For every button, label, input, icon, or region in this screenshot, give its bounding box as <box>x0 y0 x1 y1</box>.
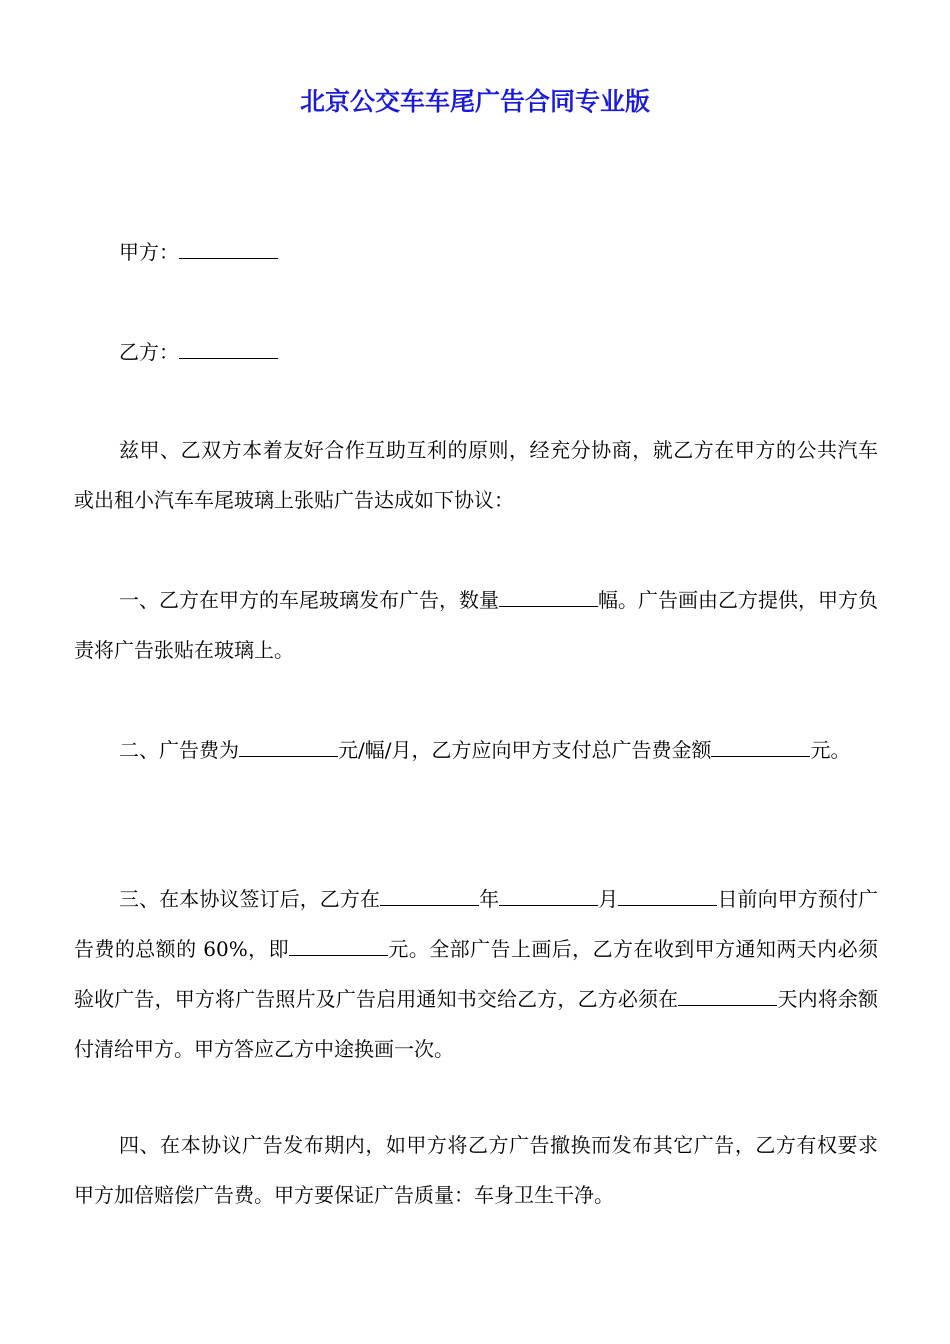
clause-1-quantity-blank <box>499 586 598 607</box>
party-a-label: 甲方： <box>119 240 179 264</box>
party-b-label: 乙方： <box>119 340 179 364</box>
party-b-line <box>74 327 878 377</box>
clause-2-total-blank <box>711 736 810 757</box>
party-b-blank <box>179 338 278 359</box>
clause-2-text-b: 元/幅/月，乙方应向甲方支付总广告费金额 <box>338 738 712 762</box>
clause-2-text-a: 二、广告费为 <box>119 738 239 762</box>
clause-1 <box>74 575 878 675</box>
clause-2-text-c: 元。 <box>810 738 851 762</box>
clause-3-month-blank <box>499 885 598 906</box>
clause-3-text-c: 月 <box>598 887 619 911</box>
clause-1-text-b: 幅。广告画由乙方提供，甲方负责将广告张贴在玻璃上。 <box>74 588 878 662</box>
clause-3-text-b: 年 <box>479 887 500 911</box>
party-a-line <box>74 227 878 277</box>
clause-3-text-e: 元。全部广告上画后，乙方在收到甲方通知两天内必须验收广告，甲方将广告照片及广告启用通知书交给乙方，乙方必须在 <box>74 937 878 1011</box>
party-a-blank <box>179 238 278 259</box>
clause-3-prepay-blank <box>289 935 388 956</box>
clause-1-text-a: 一、乙方在甲方的车尾玻璃发布广告，数量 <box>119 588 499 612</box>
clause-3-day-blank <box>618 885 717 906</box>
clause-4: 四、在本协议广告发布期内，如甲方将乙方广告撤换而发布其它广告，乙方有权要求甲方加倍赔偿广告费。甲方要保证广告质量：车身卫生干净。 <box>74 1133 878 1207</box>
clause-3-text-d: 日前向甲方预付广告费的总额的 60%，即 <box>74 887 879 961</box>
clause-3-year-blank <box>380 885 479 906</box>
clause-3 <box>74 874 878 1074</box>
document-title: 北京公交车车尾广告合同专业版 <box>299 87 650 116</box>
clause-3-days-blank <box>678 985 777 1006</box>
clause-2 <box>74 725 878 775</box>
intro-paragraph: 兹甲、乙双方本着友好合作互助互利的原则，经充分协商，就乙方在甲方的公共汽车或出租小汽车车尾玻璃上张贴广告达成如下协议： <box>74 438 878 512</box>
clause-2-fee-blank <box>239 736 338 757</box>
clause-3-text-a: 三、在本协议签订后，乙方在 <box>119 887 381 911</box>
clause-3-text-f: 天内将余额付清给甲方。甲方答应乙方中途换画一次。 <box>74 987 879 1061</box>
